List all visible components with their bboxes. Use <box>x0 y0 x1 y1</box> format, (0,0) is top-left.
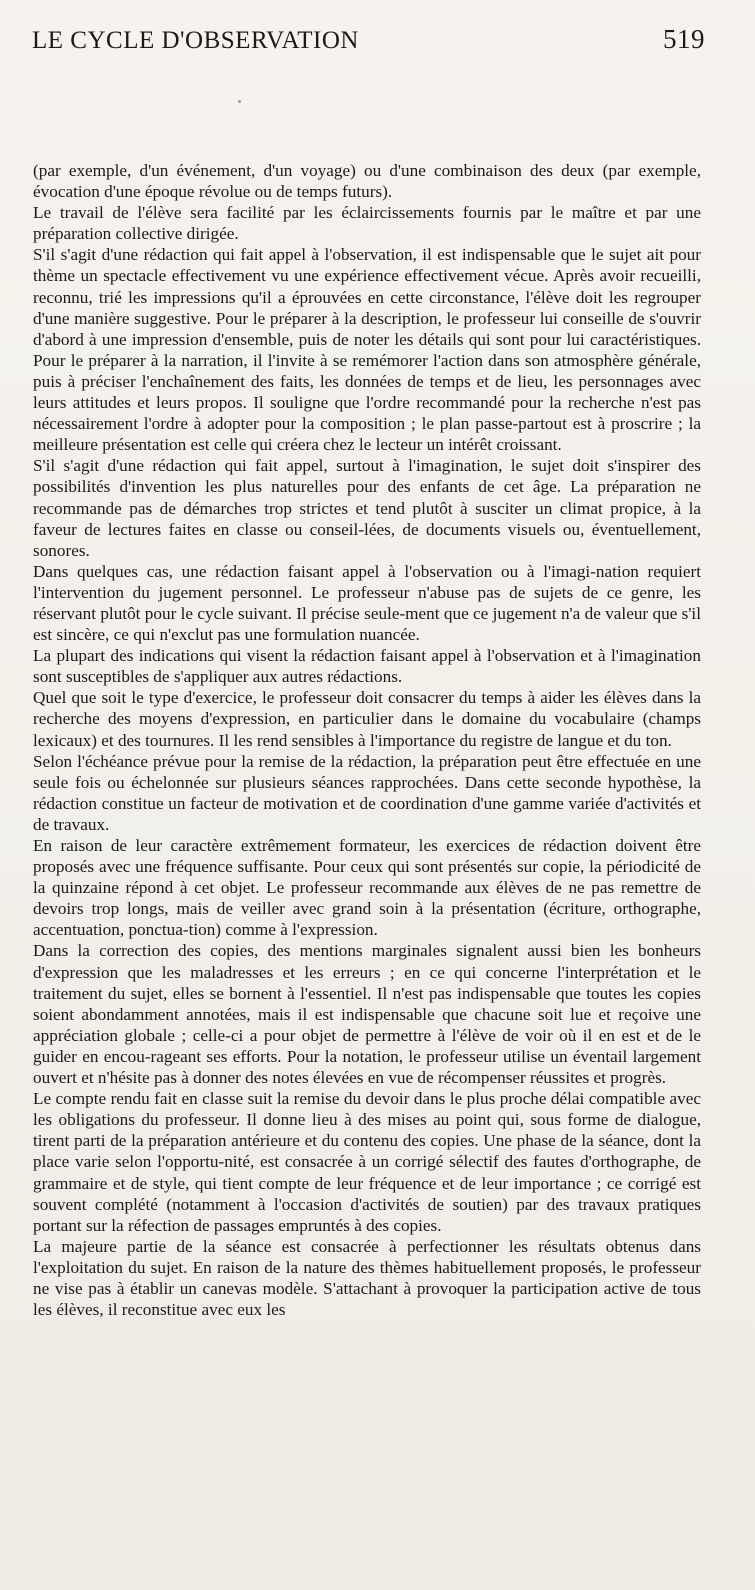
page-number: 519 <box>663 24 705 54</box>
paragraph: En raison de leur caractère extrêmement formateur, les exercices de rédaction doivent être proposés avec une fréquence suffisante. Pour ceux qui sont présentés sur copie, la périodicité de la quinzaine répond à cet objet. Le professeur recommande aux élèves de ne pas remettre de devoirs trop longs, mais de veiller avec grand soin à la présentation (écriture, orthographe, accentuation, ponctua-tion) comme à l'expression. <box>33 836 701 940</box>
body-text <box>33 160 701 1320</box>
paragraph: La majeure partie de la séance est consacrée à perfectionner les résultats obtenus dans l'exploitation du sujet. En raison de la nature des thèmes habituellement proposés, le professeur ne vise pas à établir un canevas modèle. S'attachant à provoquer la participation active de tous les élèves, il reconstitue avec eux les <box>33 1236 701 1320</box>
paragraph: Dans quelques cas, une rédaction faisant appel à l'observation ou à l'imagi-nation requiert l'intervention du jugement personnel. Le professeur n'abuse pas de sujets de ce genre, les réservant plutôt pour le cycle suivant. Il précise seule-ment que ce jugement n'a de valeur que s'il est sincère, ce qui n'exclut pas une formulation nuancée. <box>33 561 701 645</box>
paragraph: Le compte rendu fait en classe suit la remise du devoir dans le plus proche délai compatible avec les obligations du professeur. Il donne lieu à des mises au point qui, sous forme de dialogue, tirent parti de la préparation antérieure et du contenu des copies. Une phase de la séance, dont la place varie selon l'opportu-nité, est consacrée à un corrigé sélectif des fautes d'orthographe, de grammaire et de style, qui tient compte de leur fréquence et de leur importance ; ce corrigé est souvent complété (notamment à l'occasion d'activités de soutien) par des travaux pratiques portant sur la réfection de passages empruntés à des copies. <box>33 1089 701 1235</box>
paragraph: S'il s'agit d'une rédaction qui fait appel, surtout à l'imagination, le sujet doit s'inspirer des possibilités d'invention les plus naturelles pour des enfants de cet âge. La préparation ne recommande pas de démarches trop strictes et tend plutôt à susciter un climat propice, à la faveur de lectures faites en classe ou conseil-lées, de documents visuels ou, éventuellement, sonores. <box>33 456 701 560</box>
paragraph: Selon l'échéance prévue pour la remise de la rédaction, la préparation peut être effectuée en une seule fois ou échelonnée sur plusieurs séances rapprochées. Dans cette seconde hypothèse, la rédaction constitue un facteur de motivation et de coordination d'une gamme variée d'activités et de travaux. <box>33 751 701 834</box>
paragraph: Dans la correction des copies, des mentions marginales signalent aussi bien les bonheurs d'expression que les maladresses et les erreurs ; en ce qui concerne l'interprétation et le traitement du sujet, elles se bornent à l'essentiel. Il n'est pas indispensable que toutes les copies soient abondamment annotées, mais il est indispensable que chacune soit lue et reçoive une appréciation globale ; celle-ci a pour objet de permettre à l'élève de voir où il en est et de le guider en encou-rageant ses efforts. Pour la notation, le professeur utilise un éventail largement ouvert et n'hésite pas à donner des notes élevées en vue de récompenser réussites et progrès. <box>33 941 701 1088</box>
print-speck <box>238 100 241 103</box>
paragraph: Le travail de l'élève sera facilité par les éclaircissements fournis par le maître et par une préparation collective dirigée. <box>33 203 701 244</box>
paragraph: La plupart des indications qui visent la rédaction faisant appel à l'observation et à l'imagination sont susceptibles de s'appliquer aux autres rédactions. <box>33 646 701 687</box>
paragraph: (par exemple, d'un événement, d'un voyage) ou d'une combinaison des deux (par exemple, évocation d'une époque révolue ou de temps futurs). <box>33 161 701 202</box>
paragraph: Quel que soit le type d'exercice, le professeur doit consacrer du temps à aider les élèves dans la recherche des moyens d'expression, en particulier dans le domaine du vocabulaire (champs lexicaux) et des tournures. Il les rend sensibles à l'importance du registre de langue et du ton. <box>33 688 701 750</box>
running-header <box>32 24 705 64</box>
chapter-title: LE CYCLE D'OBSERVATION <box>32 27 359 54</box>
paragraph: S'il s'agit d'une rédaction qui fait appel à l'observation, il est indispensable que le sujet ait pour thème un spectacle effectivement vu une expérience effectivement vécue. Après avoir recueilli, reconnu, trié les impressions qu'il a éprouvées en cette circonstance, l'élève doit les regrouper d'une manière suggestive. Pour le préparer à la description, le professeur lui conseille de s'ouvrir d'abord à une impression d'ensemble, puis de noter les détails qui sont pour lui caractéristiques. Pour le préparer à la narration, il l'invite à se remémorer l'action dans son atmosphère générale, puis à préciser l'enchaînement des faits, les données de temps et de lieu, les personnages avec leurs attitudes et leurs propos. Il souligne que l'ordre recommandé pour la recherche n'est pas nécessairement l'ordre à adopter pour la composition ; le plan passe-partout est à proscrire ; la meilleure présentation est celle qui créera chez le lecteur un intérêt croissant. <box>33 245 701 455</box>
